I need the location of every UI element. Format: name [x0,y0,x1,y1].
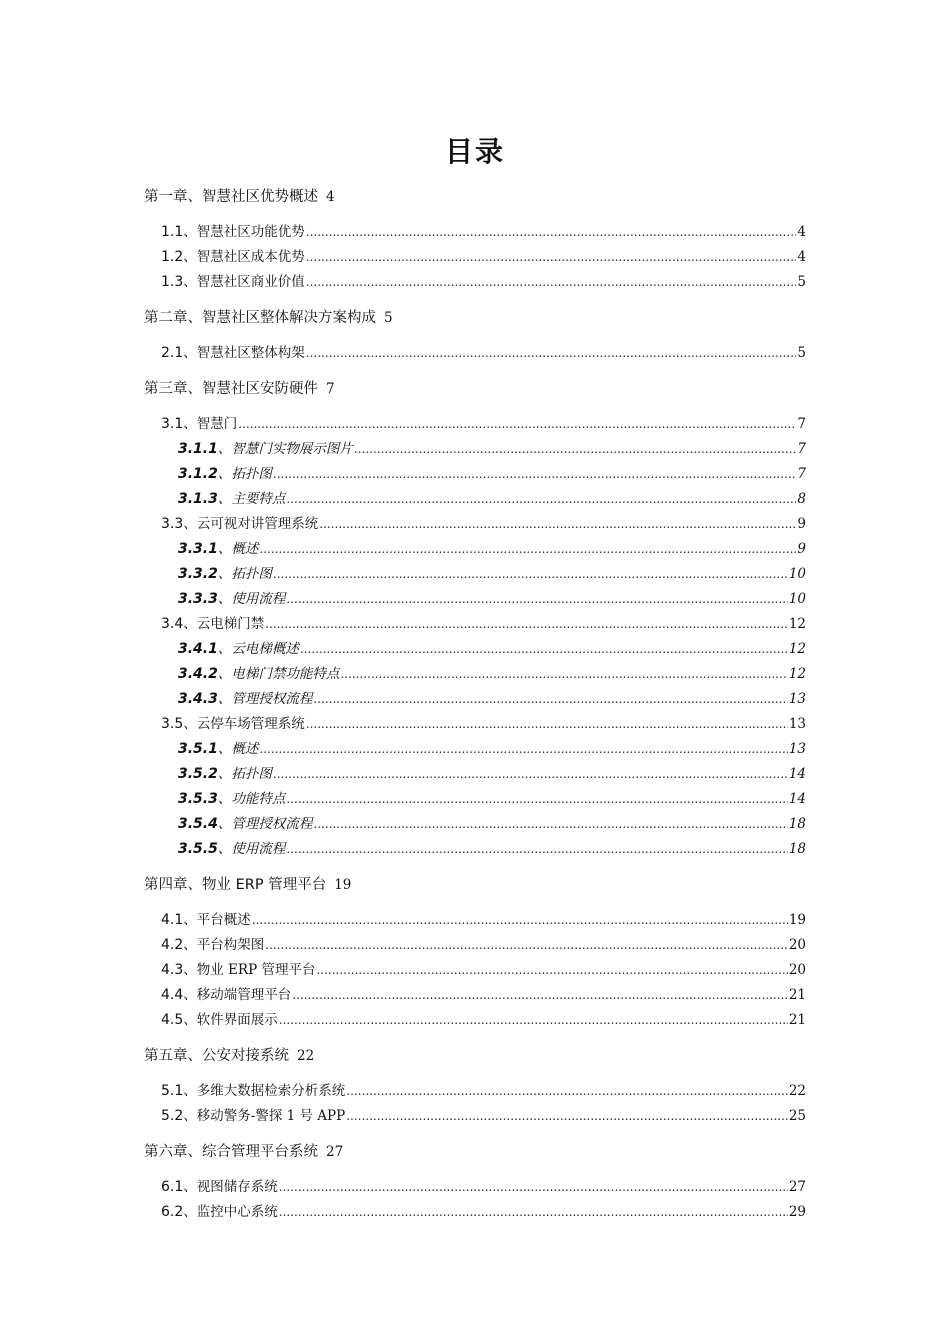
dot-leader [306,270,797,295]
chapter-title: 第二章、智慧社区整体解决方案构成 [144,310,376,326]
entry-number: 4.4 [161,987,184,1003]
chapter-page-number: 4 [326,189,335,205]
toc-subsection-entry[interactable] [144,687,806,712]
toc-section-entry[interactable] [144,1104,806,1129]
entry-title: 、电梯门禁功能特点 [217,666,340,682]
entry-title: 、软件界面展示 [183,1012,278,1028]
entry-page-number: 12 [788,666,806,682]
entry-title: 、功能特点 [217,791,286,807]
toc-section-entry[interactable] [144,933,806,958]
toc-section-entry[interactable] [144,512,806,537]
toc-section-entry[interactable] [144,1200,806,1225]
entry-number: 3.1.1 [178,441,218,457]
entry-title: 、使用流程 [217,841,286,857]
dot-leader [306,712,788,737]
entry-title: 、云电梯门禁 [183,616,265,632]
dot-leader [286,837,787,862]
toc-chapter-heading[interactable] [144,874,806,896]
entry-page-number: 5 [797,274,806,290]
table-of-contents [144,186,806,1225]
entry-number: 3.3.3 [178,591,218,607]
entry-title: 、概述 [217,741,259,757]
dot-leader [259,737,787,762]
entry-page-number: 12 [788,641,806,657]
entry-page-number: 12 [788,616,806,632]
entry-page-number: 7 [797,441,806,457]
entry-number: 3.1.3 [178,491,218,507]
toc-section-entry[interactable] [144,270,806,295]
toc-section-entry[interactable] [144,1008,806,1033]
toc-section-entry[interactable] [144,712,806,737]
entry-number: 1.2 [161,249,184,265]
dot-leader [279,1008,788,1033]
entry-number: 3.5.4 [178,816,218,832]
entry-title: 、智慧社区整体构架 [183,345,305,361]
entry-page-number: 7 [797,416,806,432]
toc-subsection-entry[interactable] [144,537,806,562]
toc-section-entry[interactable] [144,220,806,245]
entry-title: 、云可视对讲管理系统 [183,516,319,532]
toc-subsection-entry[interactable] [144,562,806,587]
entry-title: 、监控中心系统 [183,1204,278,1220]
entry-number: 3.5.1 [178,741,218,757]
entry-title: 、智慧社区成本优势 [183,249,305,265]
entry-number: 3.1 [161,416,184,432]
entry-page-number: 10 [788,566,806,582]
entry-title: 、移动端管理平台 [183,987,292,1003]
entry-page-number: 9 [797,541,806,557]
toc-subsection-entry[interactable] [144,487,806,512]
dot-leader [306,341,797,366]
chapter-title: 第四章、物业 ERP 管理平台 [144,877,327,893]
dot-leader [286,587,787,612]
toc-section-entry[interactable] [144,908,806,933]
dot-leader [292,983,788,1008]
dot-leader [273,762,788,787]
entry-number: 6.1 [161,1179,184,1195]
dot-leader [273,462,797,487]
toc-subsection-entry[interactable] [144,637,806,662]
toc-section-entry[interactable] [144,1079,806,1104]
toc-subsection-entry[interactable] [144,762,806,787]
dot-leader [300,637,788,662]
entry-number: 5.2 [161,1108,184,1124]
entry-page-number: 14 [788,791,806,807]
chapter-title: 第一章、智慧社区优势概述 [144,189,318,205]
toc-chapter-heading[interactable] [144,307,806,329]
entry-number: 4.5 [161,1012,184,1028]
dot-leader [286,487,796,512]
toc-section-entry[interactable] [144,958,806,983]
entry-number: 1.1 [161,224,184,240]
dot-leader [279,1200,788,1225]
entry-title: 、物业 ERP 管理平台 [183,962,316,978]
entry-page-number: 22 [788,1083,806,1099]
toc-chapter-heading[interactable] [144,1045,806,1067]
entry-page-number: 19 [788,912,806,928]
entry-page-number: 20 [788,937,806,953]
entry-title: 、智慧门 [183,416,238,432]
dot-leader [238,412,796,437]
dot-leader [319,512,796,537]
entry-page-number: 25 [788,1108,806,1124]
toc-section-entry[interactable] [144,341,806,366]
entry-number: 3.5.5 [178,841,218,857]
chapter-page-number: 27 [326,1144,344,1160]
dot-leader [286,787,787,812]
entry-number: 3.4.1 [178,641,218,657]
entry-number: 3.4.3 [178,691,218,707]
dot-leader [265,933,788,958]
toc-chapter-heading[interactable] [144,378,806,400]
dot-leader [346,1104,788,1129]
entry-number: 4.3 [161,962,184,978]
entry-title: 、移动警务-警探 1 号 APP [183,1108,346,1124]
toc-subsection-entry[interactable] [144,462,806,487]
entry-page-number: 8 [797,491,806,507]
entry-page-number: 14 [788,766,806,782]
entry-number: 4.1 [161,912,184,928]
entry-number: 4.2 [161,937,184,953]
entry-page-number: 21 [788,1012,806,1028]
entry-title: 、管理授权流程 [217,691,313,707]
entry-title: 、视图储存系统 [183,1179,278,1195]
entry-page-number: 29 [788,1204,806,1220]
entry-page-number: 13 [788,741,806,757]
chapter-page-number: 7 [326,381,335,397]
entry-page-number: 4 [797,249,806,265]
entry-page-number: 10 [788,591,806,607]
entry-title: 、拓扑图 [217,766,272,782]
entry-page-number: 4 [797,224,806,240]
chapter-title: 第三章、智慧社区安防硬件 [144,381,318,397]
toc-section-entry[interactable] [144,612,806,637]
entry-page-number: 13 [788,691,806,707]
entry-page-number: 7 [797,466,806,482]
toc-subsection-entry[interactable] [144,737,806,762]
toc-subsection-entry[interactable] [144,837,806,862]
dot-leader [273,562,788,587]
entry-page-number: 13 [788,716,806,732]
entry-number: 3.3.1 [178,541,218,557]
toc-chapter-heading[interactable] [144,1141,806,1163]
dot-leader [306,245,797,270]
entry-number: 3.4 [161,616,184,632]
entry-title: 、多维大数据检索分析系统 [183,1083,346,1099]
toc-subsection-entry[interactable] [144,812,806,837]
entry-number: 3.5.2 [178,766,218,782]
entry-page-number: 5 [797,345,806,361]
dot-leader [252,908,788,933]
entry-number: 2.1 [161,345,184,361]
dot-leader [265,612,788,637]
dot-leader [346,1079,788,1104]
entry-page-number: 21 [788,987,806,1003]
dot-leader [354,437,797,462]
chapter-page-number: 5 [384,310,393,326]
toc-section-entry[interactable] [144,1175,806,1200]
toc-subsection-entry[interactable] [144,587,806,612]
dot-leader [316,958,787,983]
entry-title: 、智慧社区功能优势 [183,224,305,240]
toc-subsection-entry[interactable] [144,662,806,687]
entry-number: 3.3.2 [178,566,218,582]
entry-title: 、智慧门实物展示图片 [217,441,353,457]
entry-title: 、拓扑图 [217,466,272,482]
dot-leader [259,537,796,562]
toc-section-entry[interactable] [144,245,806,270]
entry-title: 、使用流程 [217,591,286,607]
toc-section-entry[interactable] [144,412,806,437]
entry-title: 、主要特点 [217,491,286,507]
entry-title: 、拓扑图 [217,566,272,582]
dot-leader [279,1175,788,1200]
toc-section-entry[interactable] [144,983,806,1008]
entry-page-number: 18 [788,816,806,832]
toc-subsection-entry[interactable] [144,437,806,462]
entry-title: 、管理授权流程 [217,816,313,832]
chapter-title: 第五章、公安对接系统 [144,1048,289,1064]
entry-number: 5.1 [161,1083,184,1099]
entry-number: 3.1.2 [178,466,218,482]
entry-number: 3.5 [161,716,184,732]
entry-number: 3.5.3 [178,791,218,807]
dot-leader [306,220,797,245]
toc-subsection-entry[interactable] [144,787,806,812]
entry-title: 、智慧社区商业价值 [183,274,305,290]
entry-number: 6.2 [161,1204,184,1220]
dot-leader [313,812,787,837]
dot-leader [340,662,787,687]
entry-page-number: 18 [788,841,806,857]
entry-page-number: 20 [788,962,806,978]
entry-number: 3.3 [161,516,184,532]
entry-number: 1.3 [161,274,184,290]
chapter-page-number: 22 [297,1048,315,1064]
entry-title: 、平台构架图 [183,937,265,953]
entry-title: 、云停车场管理系统 [183,716,305,732]
entry-page-number: 9 [797,516,806,532]
entry-title: 、概述 [217,541,259,557]
entry-title: 、平台概述 [183,912,251,928]
chapter-title: 第六章、综合管理平台系统 [144,1144,318,1160]
entry-number: 3.4.2 [178,666,218,682]
toc-chapter-heading[interactable] [144,186,806,208]
entry-title: 、云电梯概述 [217,641,299,657]
chapter-page-number: 19 [334,877,352,893]
dot-leader [313,687,787,712]
page-title: 目录 [444,135,505,168]
entry-page-number: 27 [788,1179,806,1195]
